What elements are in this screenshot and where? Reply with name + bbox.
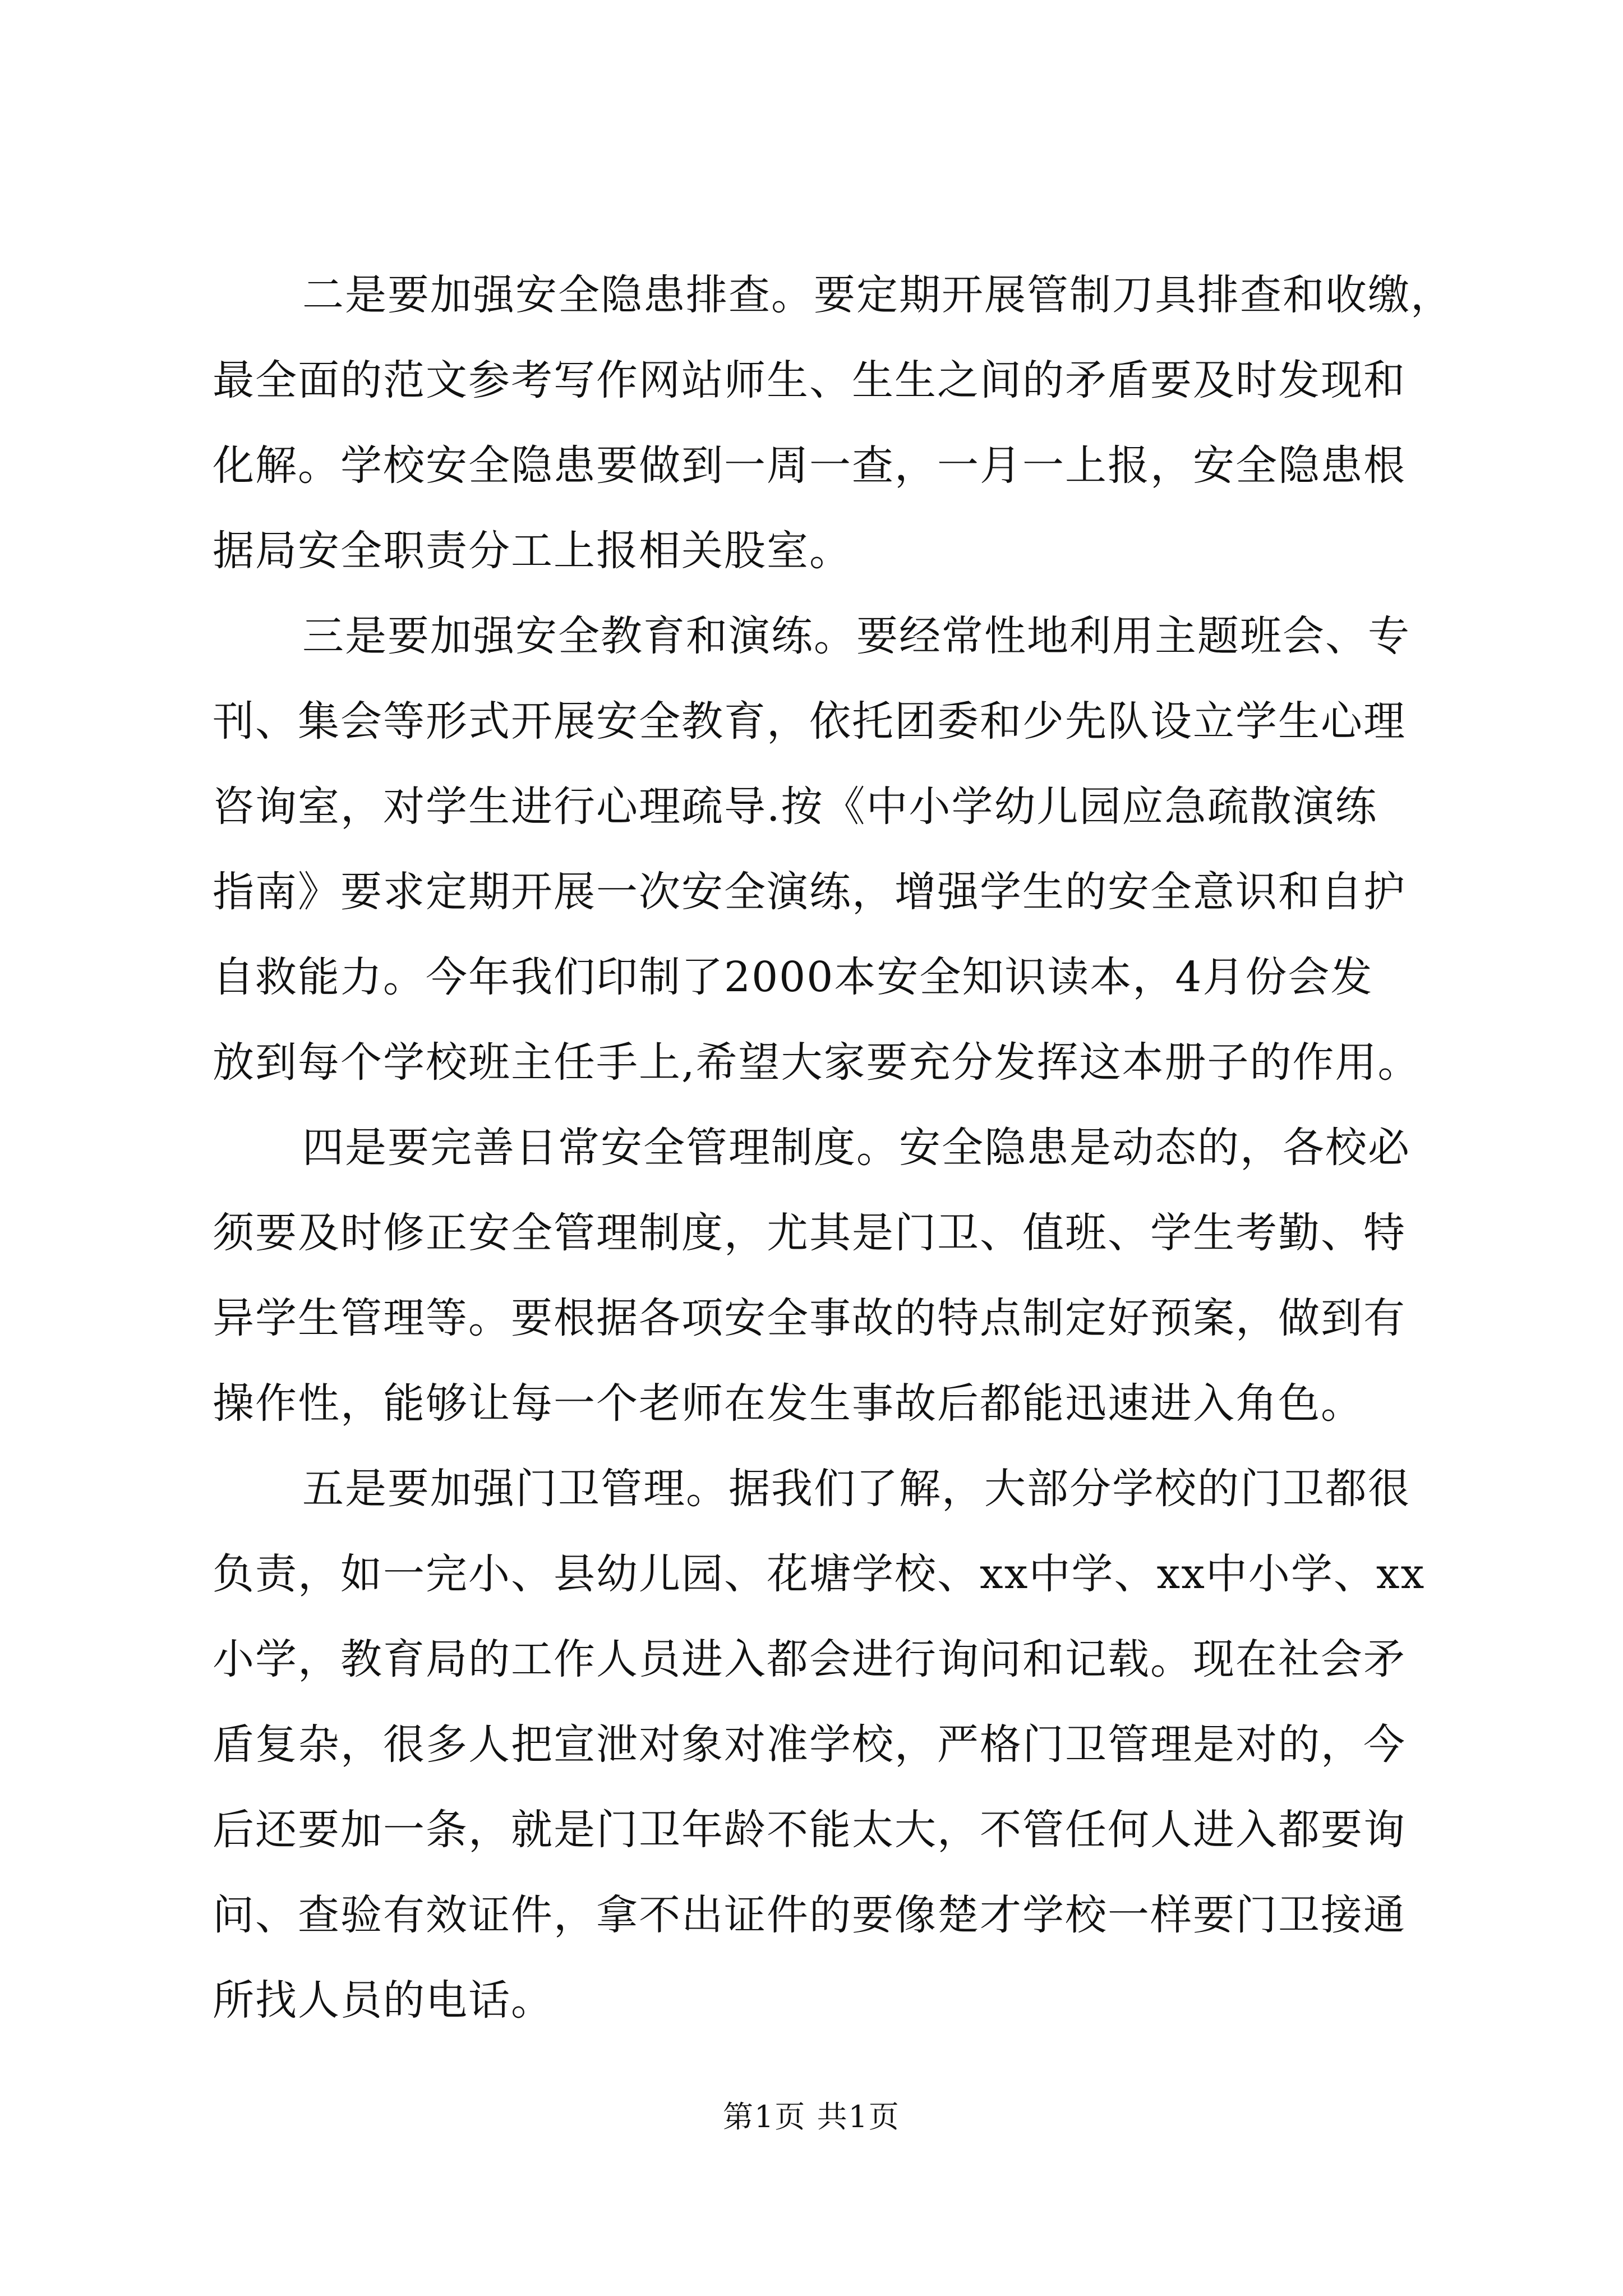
text-line: 咨询室，对学生进行心理疏导.按《中小学幼儿园应急疏散演练	[213, 783, 1378, 831]
text-line: 刊、集会等形式开展安全教育，依托团委和少先队设立学生心理	[213, 697, 1406, 746]
text-line: 须要及时修正安全管理制度，尤其是门卫、值班、学生考勤、特	[213, 1209, 1406, 1257]
text-line: 自救能力。今年我们印制了2000本安全知识读本，4月份会发	[213, 953, 1373, 1001]
document-body	[213, 252, 1453, 2043]
text-line: 据局安全职责分工上报相关股室。	[213, 527, 852, 575]
page-footer: 第1页 共1页	[723, 2099, 900, 2134]
text-line: 所找人员的电话。	[213, 1976, 554, 2024]
text-line: 化解。学校安全隐患要做到一周一查，一月一上报，安全隐患根	[213, 441, 1406, 490]
text-line: 三是要加强安全教育和演练。要经常性地利用主题班会、专	[302, 612, 1410, 660]
text-line: 放到每个学校班主任手上,希望大家要充分发挥这本册子的作用。	[213, 1038, 1421, 1087]
text-line: 操作性，能够让每一个老师在发生事故后都能迅速进入角色。	[213, 1379, 1363, 1428]
text-line: 问、查验有效证件，拿不出证件的要像楚才学校一样要门卫接通	[213, 1891, 1406, 1939]
text-line: 四是要完善日常安全管理制度。安全隐患是动态的，各校必	[302, 1124, 1410, 1172]
text-line: 负责，如一完小、县幼儿园、花塘学校、xx中学、xx中小学、xx	[213, 1550, 1426, 1598]
text-line: 后还要加一条，就是门卫年龄不能太大，不管任何人进入都要询	[213, 1806, 1406, 1854]
text-line: 盾复杂，很多人把宣泄对象对准学校，严格门卫管理是对的，今	[213, 1720, 1406, 1769]
text-line: 五是要加强门卫管理。据我们了解，大部分学校的门卫都很	[302, 1465, 1410, 1513]
text-line: 二是要加强安全隐患排查。要定期开展管制刀具排查和收缴，	[302, 271, 1453, 319]
text-line: 最全面的范文参考写作网站师生、生生之间的矛盾要及时发现和	[213, 356, 1406, 404]
text-line: 异学生管理等。要根据各项安全事故的特点制定好预案，做到有	[213, 1294, 1406, 1342]
text-line: 小学，教育局的工作人员进入都会进行询问和记载。现在社会矛	[213, 1635, 1406, 1683]
text-line: 指南》要求定期开展一次安全演练，增强学生的安全意识和自护	[213, 868, 1406, 916]
